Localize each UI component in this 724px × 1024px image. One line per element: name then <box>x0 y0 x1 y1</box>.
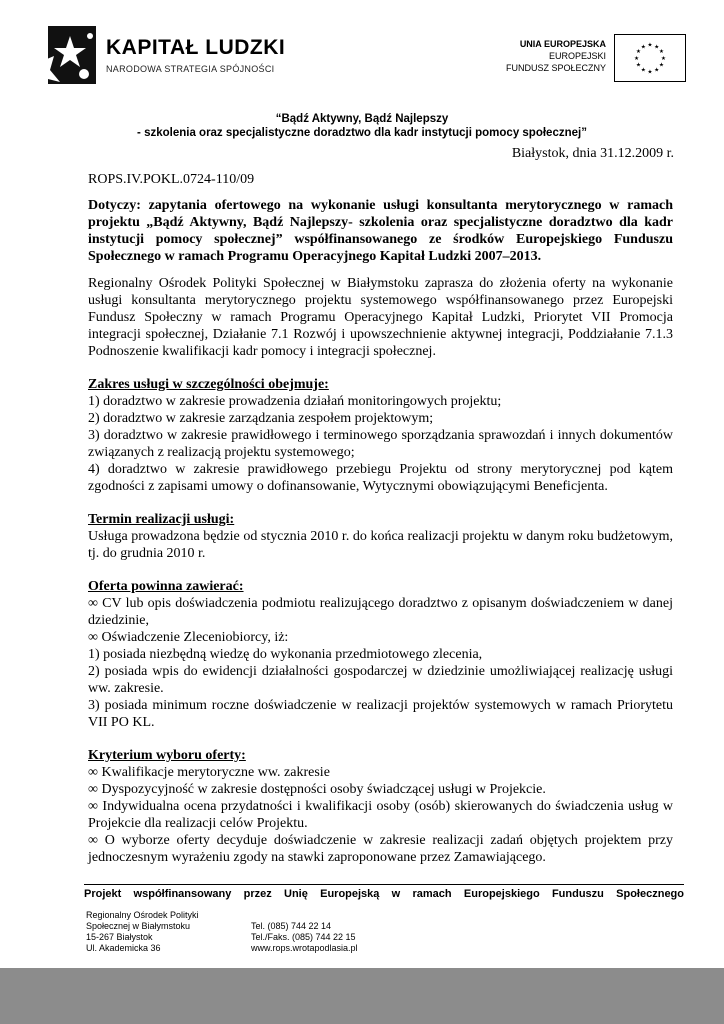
scope-item: 1) doradztwo w zakresie prowadzenia działań monitoringowych projektu; <box>88 394 502 409</box>
svg-text:★: ★ <box>660 55 666 62</box>
letter-date: Białystok, dnia 31.12.2009 r. <box>511 146 674 161</box>
offer-heading: Oferta powinna zawierać: <box>88 579 244 594</box>
eu-logo-line3: FUNDUSZ SPOŁECZNY <box>505 63 606 73</box>
svg-text:★: ★ <box>634 55 640 62</box>
eu-logo-line2: EUROPEJSKI <box>548 51 606 61</box>
project-title-line2: - szkolenia oraz specjalistyczne doradztwo dla kadr instytucji pomocy społecznej” <box>137 127 587 139</box>
footer-divider <box>84 884 684 885</box>
letter-body <box>88 197 673 866</box>
eu-flag-icon <box>614 34 686 82</box>
logo-subtitle: NARODOWA STRATEGIA SPÓJNOŚCI <box>106 64 275 74</box>
subject-paragraph: Dotyczy: zapytania ofertowego na wykonanie usługi konsultanta merytorycznego w ramach projektu „Bądź Aktywny, Bądź Najlepszy- szkolenia oraz specjalistyczne doradztwo dla kadr instytucji pomocy społecznej” współfinansowanego ze środków Europejskiego Funduszu Społecznego w ramach Programu Operacyjnego Kapitał Ludzki 2007–2013. <box>88 198 673 264</box>
svg-text:★: ★ <box>647 42 653 49</box>
intro-paragraph: Regionalny Ośrodek Polityki Społecznej w Białymstoku zaprasza do złożenia oferty na wykonanie usługi konsultanta merytorycznego projektu systemowego współfinansowanego przez Europejski Fundusz Społeczny w ramach Programu Operacyjnego Kapitał Ludzki, Priorytet VII Promocja integracji społecznej, Działanie 7.1 Rozwój i upowszechnienie aktywnej integracji, Poddziałanie 7.1.3 Podnoszenie kwalifikacji kadr pomocy i integracji społecznej. <box>88 276 673 359</box>
eu-logo-text <box>506 38 606 74</box>
offer-item: ∞ Oświadczenie Zleceniobiorcy, iż: <box>88 630 289 645</box>
footer-title: Projekt współfinansowany przez Unię Europejską w ramach Europejskiego Funduszu Społecznego <box>84 888 684 900</box>
term-text: Usługa prowadzona będzie od stycznia 2010 r. do końca realizacji projektu w danym roku budżetowym, tj. do grudnia 2010 r. <box>88 529 673 561</box>
svg-text:★: ★ <box>647 69 653 76</box>
svg-text:★: ★ <box>635 49 642 56</box>
offer-item: 2) posiada wpis do ewidencji działalności gospodarczej w dziedzinie umożliwiającej realizację usługi ww. zakresie. <box>88 664 673 696</box>
scope-item: 3) doradztwo w zakresie prawidłowego i terminowego sporządzania sprawozdań i innych dokumentów związanych z realizacją projektu systemowego; <box>88 428 673 460</box>
criteria-item: ∞ Indywidualna ocena przydatności i kwalifikacji osoby (osób) skierowanych do świadczenia usług w Projekcie dla realizacji celów Projektu. <box>88 799 673 831</box>
term-heading: Termin realizacji usługi: <box>88 512 235 527</box>
footer-address-line: Regionalny Ośrodek Polityki <box>86 910 199 920</box>
footer-phone: Tel. (085) 744 22 14 <box>251 921 332 931</box>
svg-text:★: ★ <box>635 62 642 69</box>
offer-item: ∞ CV lub opis doświadczenia podmiotu realizującego doradztwo z opisanym doświadczeniem w danej dziedzinie, <box>88 596 673 628</box>
logo-title: KAPITAŁ LUDZKI <box>106 36 286 59</box>
scope-item: 2) doradztwo w zakresie zarządzania zespołem projektowym; <box>88 411 434 426</box>
svg-text:★: ★ <box>654 67 660 74</box>
footer-address-line: 15-267 Białystok <box>86 932 153 942</box>
reference-number: ROPS.IV.POKL.0724-110/09 <box>88 172 255 187</box>
footer-address-line: Społecznej w Białymstoku <box>86 921 191 931</box>
svg-text:★: ★ <box>658 49 665 56</box>
svg-text:★: ★ <box>640 44 646 51</box>
scope-item: 4) doradztwo w zakresie prawidłowego przebiegu Projektu od strony merytorycznej pod kątem zgodności z zapisami umowy o dofinansowanie, Wytycznymi obowiązującymi Beneficjenta. <box>88 462 673 494</box>
criteria-heading: Kryterium wyboru oferty: <box>88 748 246 763</box>
criteria-item: ∞ O wyborze oferty decyduje doświadczenie w zakresie realizacji zadań objętych projektem przy jednoczesnym wyrażeniu zgody na stawki zaproponowane przez Zamawiającego. <box>88 833 673 865</box>
footer-fax: Tel./Faks. (085) 744 22 15 <box>251 932 356 942</box>
eu-logo-line1: UNIA EUROPEJSKA <box>519 39 606 49</box>
footer-website: www.rops.wrotapodlasia.pl <box>251 943 358 953</box>
footer-contact <box>251 921 358 954</box>
kapital-ludzki-star-icon <box>40 22 100 88</box>
project-title <box>60 112 664 140</box>
criteria-item: ∞ Dyspozycyjność w zakresie dostępności osoby świadczącej usługi w Projekcie. <box>88 782 546 797</box>
footer-address-line: Ul. Akademicka 36 <box>86 943 161 953</box>
svg-text:★: ★ <box>654 44 660 51</box>
offer-item: 3) posiada minimum roczne doświadczenie w realizacji projektów systemowych w ramach Priorytetu VII PO KL. <box>88 698 673 730</box>
footer-address <box>86 910 199 954</box>
eu-logo <box>500 34 686 82</box>
svg-text:★: ★ <box>640 67 646 74</box>
kapital-ludzki-logo <box>40 22 300 88</box>
criteria-item: ∞ Kwalifikacje merytoryczne ww. zakresie <box>88 765 330 780</box>
footer-bar <box>0 968 724 1024</box>
project-title-line1: “Bądź Aktywny, Bądź Najlepszy <box>275 113 449 125</box>
offer-item: 1) posiada niezbędną wiedzę do wykonania przedmiotowego zlecenia, <box>88 647 483 662</box>
scope-heading: Zakres usługi w szczególności obejmuje: <box>88 377 329 392</box>
svg-text:★: ★ <box>658 62 665 69</box>
